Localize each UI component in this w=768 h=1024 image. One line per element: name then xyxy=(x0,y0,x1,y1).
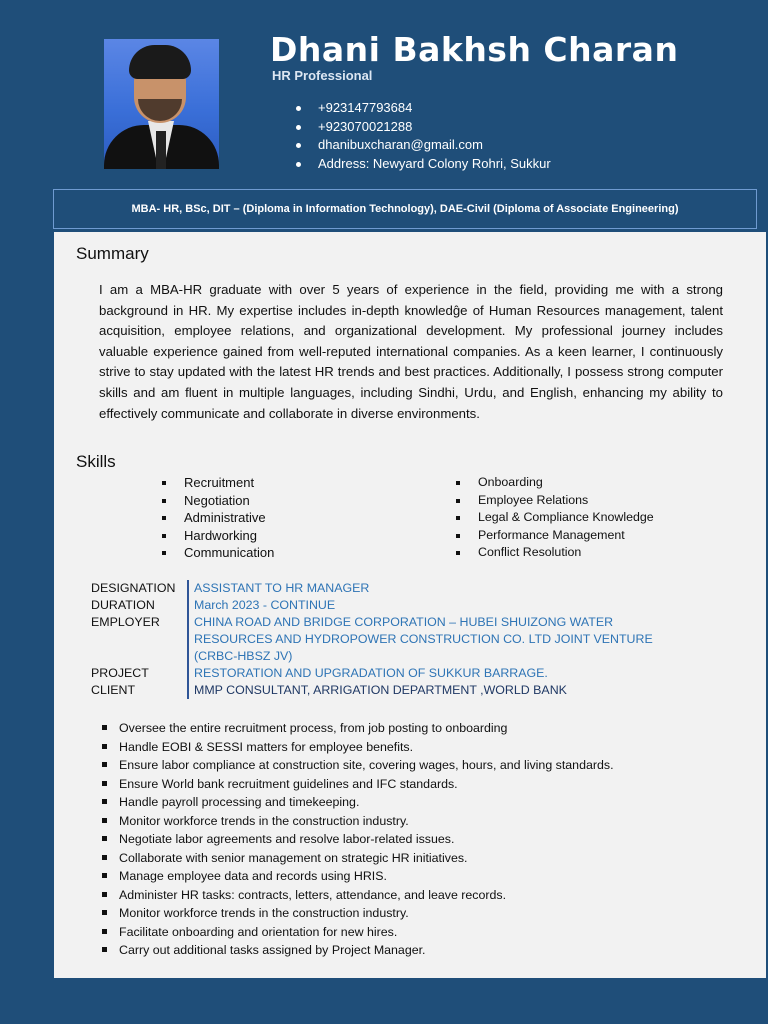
duties-list xyxy=(102,719,614,960)
duty-item: Facilitate onboarding and orientation for new hires. xyxy=(102,923,614,942)
contact-list xyxy=(290,99,551,173)
summary-heading: Summary xyxy=(76,244,149,263)
skill-item: Legal & Compliance Knowledge xyxy=(456,509,654,527)
employer-line: CHINA ROAD AND BRIDGE CORPORATION – HUBEI SHUIZONG WATER xyxy=(194,615,614,629)
employer-value xyxy=(187,614,664,665)
resume-body xyxy=(54,232,766,978)
duty-item: Administer HR tasks: contracts, letters, attendance, and leave records. xyxy=(102,886,614,905)
job-employer-row xyxy=(91,614,664,665)
duty-item: Monitor workforce trends in the construction industry. xyxy=(102,904,614,923)
duty-item: Manage employee data and records using HRIS. xyxy=(102,867,614,886)
candidate-title: HR Professional xyxy=(272,68,373,83)
phone-secondary: +923070021288 xyxy=(290,118,551,137)
skill-item: Performance Management xyxy=(456,527,654,545)
duty-item: Handle payroll processing and timekeeping. xyxy=(102,793,614,812)
phone-primary: +923147793684 xyxy=(290,99,551,118)
skill-item: Negotiation xyxy=(162,492,274,510)
employer-line: RESOURCES AND HYDROPOWER CONSTRUCTION CO. LTD JOINT VENTURE xyxy=(194,632,653,646)
resume-header xyxy=(0,0,768,232)
skill-item: Onboarding xyxy=(456,474,654,492)
job-duration-row xyxy=(91,597,664,614)
employer-label: EMPLOYER xyxy=(91,615,160,629)
profile-photo xyxy=(104,39,219,169)
duty-item: Monitor workforce trends in the construction industry. xyxy=(102,812,614,831)
employer-line: (CRBC-HBSZ JV) xyxy=(194,649,293,663)
job-details xyxy=(91,580,664,699)
job-designation-row xyxy=(91,580,664,597)
skill-item: Administrative xyxy=(162,509,274,527)
skills-list-right xyxy=(456,474,654,562)
duration-label: DURATION xyxy=(91,598,155,612)
skill-item: Communication xyxy=(162,544,274,562)
skills-heading: Skills xyxy=(76,452,116,471)
client-label: CLIENT xyxy=(91,683,136,697)
job-client-row xyxy=(91,682,664,699)
duration-value: March 2023 - CONTINUE xyxy=(187,597,664,614)
postal-address: Address: Newyard Colony Rohri, Sukkur xyxy=(290,155,551,174)
job-project-row xyxy=(91,665,664,682)
skills-list-left xyxy=(162,474,274,562)
project-label: PROJECT xyxy=(91,666,149,680)
skill-item: Hardworking xyxy=(162,527,274,545)
designation-label: DESIGNATION xyxy=(91,581,176,595)
skill-item: Conflict Resolution xyxy=(456,544,654,562)
client-value: MMP CONSULTANT, ARRIGATION DEPARTMENT ,WORLD BANK xyxy=(187,682,664,699)
skill-item: Employee Relations xyxy=(456,492,654,510)
email-address: dhanibuxcharan@gmail.com xyxy=(290,136,551,155)
education-bar xyxy=(53,189,757,229)
duty-item: Collaborate with senior management on strategic HR initiatives. xyxy=(102,849,614,868)
duty-item: Handle EOBI & SESSI matters for employee benefits. xyxy=(102,738,614,757)
project-value: RESTORATION AND UPGRADATION OF SUKKUR BARRAGE. xyxy=(187,665,664,682)
duty-item: Ensure labor compliance at construction site, covering wages, hours, and living standards. xyxy=(102,756,614,775)
designation-value: ASSISTANT TO HR MANAGER xyxy=(187,580,664,597)
education-text: MBA- HR, BSc, DIT – (Diploma in Information Technology), DAE-Civil (Diploma of Associate Engineering) xyxy=(131,203,679,215)
candidate-name: Dhani Bakhsh Charan xyxy=(270,30,679,69)
duty-item: Negotiate labor agreements and resolve labor-related issues. xyxy=(102,830,614,849)
skill-item: Recruitment xyxy=(162,474,274,492)
summary-text: I am a MBA-HR graduate with over 5 years of experience in the field, providing me with a strong background in HR. My expertise includes in-depth knowledĝe of Human Resources management, talent acquisition, employee relations, and organizational development. My professional journey includes valuable experience gained from well-reputed international companies. As a keen learner, I continuously strive to stay updated with the latest HR trends and best practices. Additionally, I possess strong computer skills and am fluent in multiple languages, including Sindhi, Urdu, and English, enhancing my ability to effectively communicate and collaborate in diverse environments. xyxy=(99,282,723,421)
duty-item: Carry out additional tasks assigned by Project Manager. xyxy=(102,941,614,960)
duty-item: Oversee the entire recruitment process, from job posting to onboarding xyxy=(102,719,614,738)
duty-item: Ensure World bank recruitment guidelines and IFC standards. xyxy=(102,775,614,794)
